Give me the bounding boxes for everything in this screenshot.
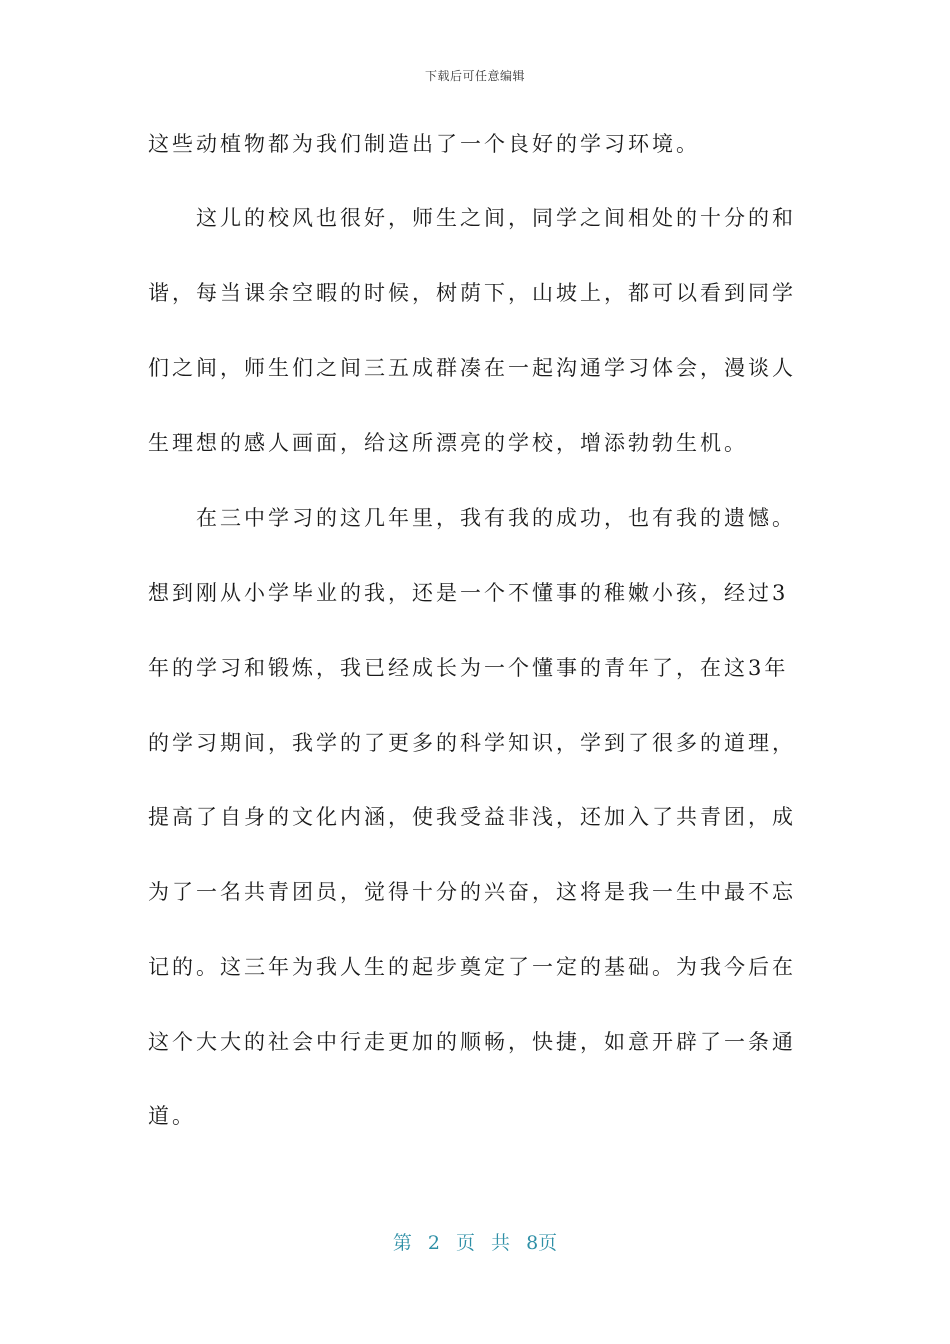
paragraph-line: 这些动植物都为我们制造出了一个良好的学习环境。 — [148, 132, 700, 156]
header-note: 下载后可任意编辑 — [424, 69, 525, 83]
paragraph-line: 为了一名共青团员，觉得十分的兴奋，这将是我一生中最不忘 — [148, 880, 796, 904]
paragraph-line: 想到刚从小学毕业的我，还是一个不懂事的稚嫩小孩，经过3 — [148, 581, 789, 605]
paragraph-line: 道。 — [148, 1104, 196, 1128]
paragraph-line: 在三中学习的这几年里，我有我的成功，也有我的遗憾。 — [148, 506, 796, 530]
paragraph-line: 生理想的感人画面，给这所漂亮的学校，增添勃勃生机。 — [148, 431, 748, 455]
paragraph-line: 这个大大的社会中行走更加的顺畅，快捷，如意开辟了一条通 — [148, 1030, 796, 1054]
paragraph-line: 年的学习和锻炼，我已经成长为一个懂事的青年了，在这3年 — [148, 656, 789, 680]
paragraph-line: 这儿的校风也很好，师生之间，同学之间相处的十分的和 — [148, 206, 796, 230]
paragraph-line: 的学习期间，我学的了更多的科学知识，学到了很多的道理， — [148, 731, 796, 755]
paragraph-line: 提高了自身的文化内涵，使我受益非浅，还加入了共青团，成 — [148, 805, 796, 829]
paragraph-line: 们之间，师生们之间三五成群凑在一起沟通学习体会，漫谈人 — [148, 356, 796, 380]
page-number: 第 2 页 共 8页 — [392, 1232, 558, 1254]
paragraph-line: 记的。这三年为我人生的起步奠定了一定的基础。为我今后在 — [148, 955, 796, 979]
paragraph-line: 谐，每当课余空暇的时候，树荫下，山坡上，都可以看到同学 — [148, 281, 796, 305]
